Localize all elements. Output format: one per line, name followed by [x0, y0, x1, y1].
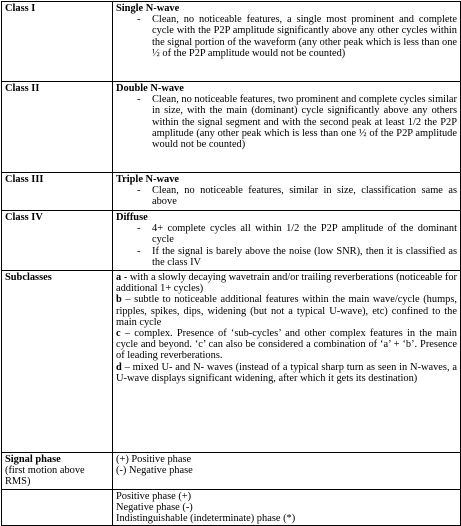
criteria-text: Clean, no noticeable features, a single most prominent and complete cycle with the P2P amplitude significantly above any other cycles within the signal portion of the waveform (any other peak which is less than one ½ of the P2P amplitude would not be counted) [152, 14, 457, 59]
list-item [116, 94, 457, 150]
classification-table [1, 1, 461, 526]
subclasses-description [113, 271, 461, 453]
phase-value: (+) Positive phase [116, 454, 192, 465]
list-item [116, 223, 457, 245]
table-row [2, 453, 461, 490]
class-title: Single N-wave [116, 3, 180, 14]
class-description [113, 82, 461, 173]
signal-phase-note: (first motion above RMS) [5, 465, 85, 488]
subclass-text: - with a slowly decaying wavetrain and/or trailing reverberations (noticeable for additional 1+ cycles) [116, 272, 457, 295]
signal-phase-values [113, 453, 461, 490]
phase-value: Positive phase (+) [116, 490, 192, 502]
table-row [2, 2, 461, 82]
criteria-text: Clean, no noticeable features, similar in size, classification same as above [152, 185, 457, 208]
dash-bullet: - [137, 245, 141, 257]
table-row [2, 489, 461, 526]
dash-bullet: - [137, 223, 141, 235]
class-title: Double N-wave [116, 83, 184, 94]
phase-values [113, 489, 461, 526]
subclasses-label: Subclasses [2, 271, 113, 453]
class-description [113, 211, 461, 271]
phase-value: Negative phase (-) [116, 501, 193, 513]
class-description [113, 173, 461, 211]
signal-phase-label: Signal phase [5, 454, 61, 465]
criteria-text: If the signal is barely above the noise (low SNR), then it is classified as the class IV [152, 245, 457, 268]
criteria-list [116, 14, 457, 59]
dash-bullet: - [137, 185, 141, 197]
subclass-item [116, 362, 457, 384]
class-label: Class I [2, 2, 113, 82]
subclass-item [116, 328, 457, 362]
subclass-item [116, 272, 457, 294]
subclass-key: c [116, 328, 121, 340]
class-label: Class IV [2, 211, 113, 271]
criteria-text: 4+ complete cycles all within 1/2 the P2P amplitude of the dominant cycle [152, 223, 457, 246]
table-row [2, 271, 461, 453]
list-item [116, 14, 457, 59]
empty-cell [2, 489, 113, 526]
table-row [2, 82, 461, 173]
criteria-list [116, 94, 457, 150]
dash-bullet: - [137, 14, 141, 26]
class-label: Class II [2, 82, 113, 173]
subclass-text: – mixed U- and N- waves (instead of a typical sharp turn as seen in N-waves, a U-wave displays significant widening, after which it gets its destination) [116, 361, 457, 384]
table-row [2, 173, 461, 211]
table-row [2, 211, 461, 271]
criteria-text: Clean, no noticeable features, two prominent and complete cycles similar in size, with the main (dominant) cycle significantly above any others within the signal segment and with the second peak at least 1/2 the P2P amplitude (any other peak which is less than one ½ of the P2P amplitude would not be counted) [152, 94, 457, 151]
class-description [113, 2, 461, 82]
list-item [116, 246, 457, 268]
subclass-text: – complex. Presence of ‘sub-cycles’ and other complex features in the main cycle and beyond. ‘c’ can also be considered a combination of ‘a’ + ‘b’. Presence of leading reverberations. [116, 328, 457, 362]
subclass-text: – subtle to noticeable additional features within the main wave/cycle (humps, ripples, spikes, dips, widening (but not a typical U-wave), etc) confined to the main cycle [116, 294, 457, 328]
phase-value: Indistinguishable (indeterminate) phase (*) [116, 513, 296, 525]
class-label: Class III [2, 173, 113, 211]
subclass-key: b [116, 294, 122, 306]
phase-value: (-) Negative phase [116, 465, 193, 477]
class-title: Diffuse [116, 212, 148, 223]
dash-bullet: - [137, 94, 141, 106]
criteria-list [116, 223, 457, 268]
subclass-key: a [116, 272, 122, 283]
subclass-key: d [116, 361, 122, 373]
signal-phase-label-cell [2, 453, 113, 490]
criteria-list [116, 185, 457, 207]
class-title: Triple N-wave [116, 174, 180, 185]
list-item [116, 185, 457, 207]
subclass-item [116, 294, 457, 328]
